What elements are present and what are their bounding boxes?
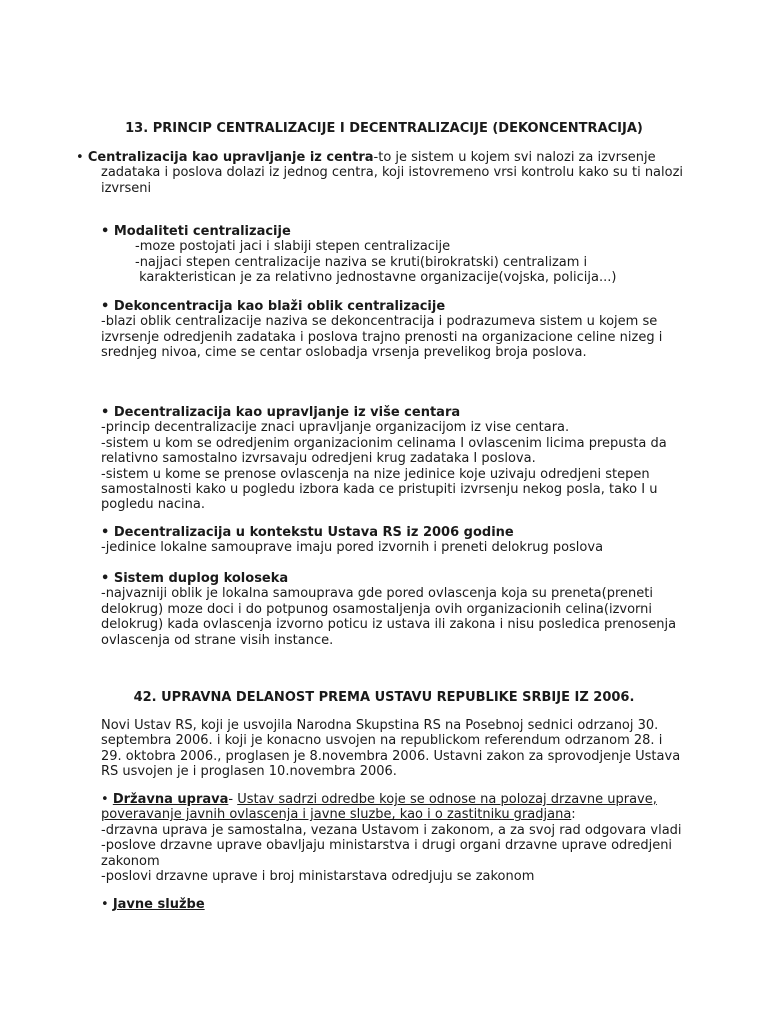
- bullet: •: [101, 897, 109, 912]
- dekoncentracija-line: izvrsenje odredjenih zadataka i poslova trajno prenosti na organizacione celine nizeg i: [101, 329, 663, 345]
- drzavna-line: -poslove drzavne uprave obavljaju ministarstva i drugi organi drzavne uprave odredjeni: [101, 838, 673, 854]
- koloseka-line: -najvazniji oblik je lokalna samouprava gde pored ovlascenja koja su preneta(preneti: [101, 586, 653, 602]
- drzavna-line: -drzavna uprava je samostalna, vezana Ustavom i zakonom, a za svoj rad odgovara vladi: [101, 822, 682, 838]
- decentralizacija-block: [101, 405, 667, 513]
- centralizacija-paragraph: [76, 150, 683, 196]
- modaliteti-block: [101, 224, 616, 286]
- decentralizacija-line: samostalnosti kako u pogledu izbora kada ce pristupiti izvrsenju nekog posla, tako I u: [101, 482, 658, 498]
- decentralizacija-line: relativno samostalno izvrsavaju odredjeni krug zadataka I poslova.: [101, 451, 536, 467]
- javne-sluzbe-heading: Javne službe: [112, 897, 205, 912]
- koloseka-block: [101, 571, 676, 648]
- intro-line: septembra 2006. i koji je konacno usvojen na republickom referendum odrzanom 28. i: [101, 733, 663, 749]
- decentralizacija-line: pogledu nacina.: [101, 497, 205, 513]
- section-42-title: 42. UPRAVNA DELANOST PREMA USTAVU REPUBLIKE SRBIJE IZ 2006.: [133, 690, 635, 705]
- drzavna-underlined-text: poveravanje javnih ovlascenja i javne sluzbe, kao i o zastitniku gradjana: [101, 807, 572, 823]
- colon: :: [571, 807, 576, 823]
- bullet: •: [101, 792, 109, 807]
- drzavna-line: -poslovi drzavne uprave i broj ministarstava odredjuju se zakonom: [101, 869, 535, 885]
- centralizacija-term: Centralizacija kao upravljanje iz centra: [87, 150, 374, 165]
- drzavna-uprava-term: Državna uprava: [112, 792, 229, 807]
- intro-line: RS usvojen je i proglasen 10.novembra 2006.: [101, 764, 397, 780]
- dekoncentracija-line: srednjeg nivoa, cime se centar oslobadja vrsenja prevelikog broja poslova.: [101, 345, 587, 361]
- centralizacija-line: zadataka i poslova dolazi iz jednog centra, koji istovremeno vrsi kontrolu kako su ti nalozi: [101, 165, 684, 181]
- ustav-line: -jedinice lokalne samouprave imaju pored izvornih i preneti delokrug poslova: [101, 540, 604, 556]
- drzavna-uprava-block: [101, 792, 682, 884]
- modaliteti-line: -najjaci stepen centralizacije naziva se kruti(birokratski) centralizam i: [135, 254, 588, 270]
- decentralizacija-line: -princip decentralizacije znaci upravljanje organizacijom iz vise centara.: [101, 420, 570, 436]
- decentralizacija-heading: • Decentralizacija kao upravljanje iz više centara: [101, 405, 461, 420]
- drzavna-line: zakonom: [101, 853, 160, 869]
- decentralizacija-line: -sistem u kome se prenose ovlascenja na nize jedinice koje uzivaju odredjeni stepen: [101, 466, 650, 482]
- modaliteti-line: karakteristican je za relativno jednostavne organizacije(vojska, policija...): [135, 270, 617, 286]
- koloseka-line: delokrug) moze doci i do potpunog osamostaljenja ovih organizacionih celina(izvorni: [101, 601, 653, 617]
- koloseka-heading: • Sistem duplog koloseka: [101, 571, 289, 586]
- intro-line: Novi Ustav RS, koji je usvojila Narodna Skupstina RS na Posebnoj sednici odrzanoj 30.: [101, 718, 659, 733]
- decentralizacija-line: -sistem u kom se odredjenim organizacionim celinama I ovlascenim licima prepusta da: [101, 435, 667, 451]
- centralizacija-line: izvrseni: [101, 180, 152, 196]
- section-13-title: 13. PRINCIP CENTRALIZACIJE I DECENTRALIZACIJE (DEKONCENTRACIJA): [125, 121, 643, 136]
- dekoncentracija-block: [101, 299, 662, 361]
- ustav-heading: • Decentralizacija u kontekstu Ustava RS iz 2006 godine: [101, 525, 514, 540]
- koloseka-line: ovlascenja od strane visih instance.: [101, 632, 334, 648]
- ustav-block: [101, 525, 603, 556]
- bullet: •: [76, 150, 84, 165]
- dekoncentracija-heading: • Dekoncentracija kao blaži oblik centralizacije: [101, 299, 446, 314]
- centralizacija-text: -to je sistem u kojem svi nalozi za izvrsenje: [373, 150, 656, 165]
- ustav-intro-paragraph: [101, 718, 680, 780]
- javne-sluzbe-block: [101, 897, 205, 912]
- koloseka-line: delokrug) kada ovlascenja izvorno poticu iz ustava ili zakona i nisu posledica prenosenja: [101, 617, 677, 633]
- intro-line: 29. oktobra 2006., proglasen je 8.novembra 2006. Ustavni zakon za sprovodjenje Ustava: [101, 748, 681, 764]
- modaliteti-line: -moze postojati jaci i slabiji stepen centralizacije: [135, 239, 451, 255]
- dash: -: [228, 792, 238, 807]
- modaliteti-heading: • Modaliteti centralizacije: [101, 224, 291, 239]
- dekoncentracija-line: -blazi oblik centralizacije naziva se dekoncentracija i podrazumeva sistem u kojem se: [101, 314, 658, 330]
- drzavna-underlined-text: Ustav sadrzi odredbe koje se odnose na polozaj drzavne uprave,: [237, 792, 657, 807]
